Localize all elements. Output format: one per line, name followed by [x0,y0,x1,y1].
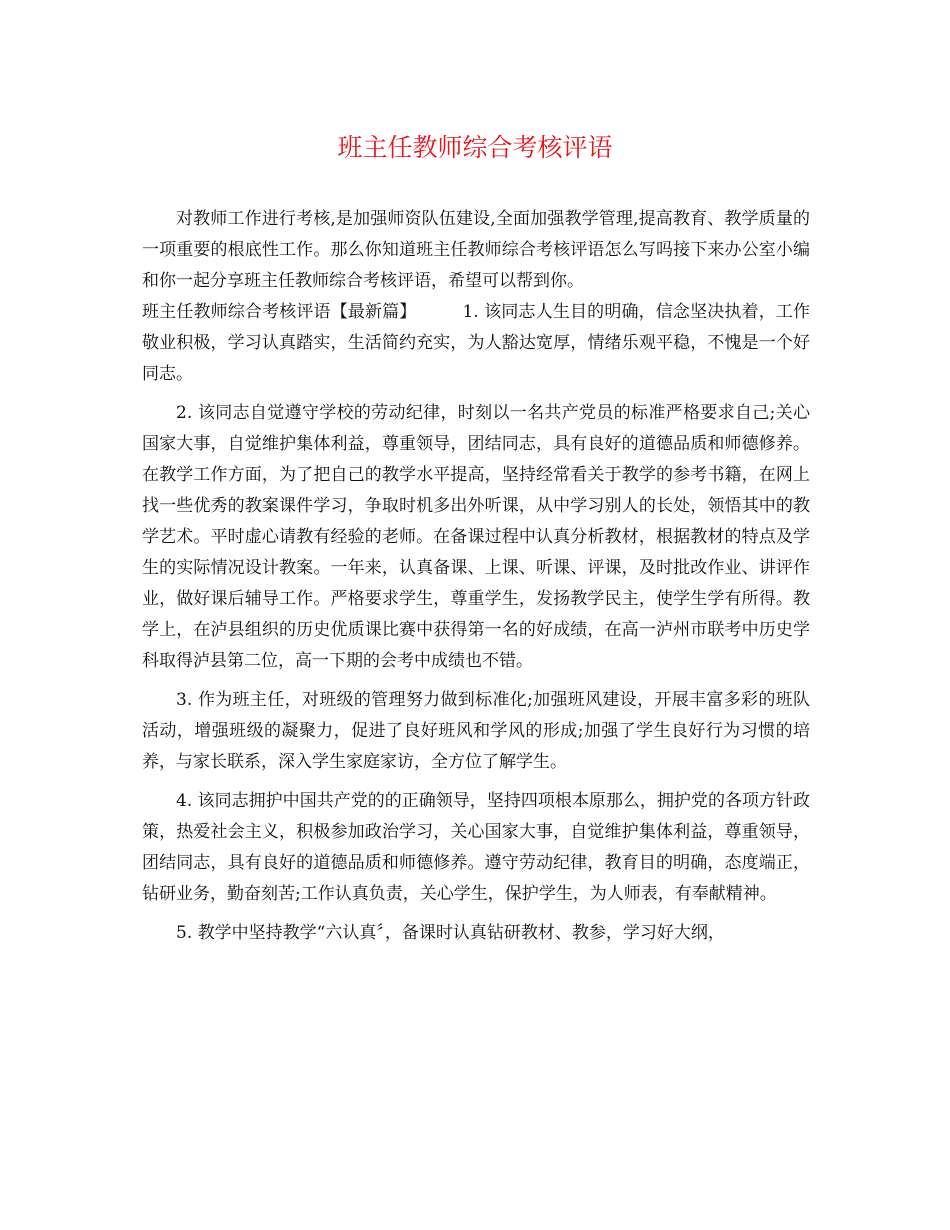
item-4-paragraph: 4. 该同志拥护中国共产党的的正确领导，坚持四项根本原那么，拥护党的各项方针政策，热爱社会主义，积极参加政治学习，关心国家大事，自觉维护集体利益，尊重领导，团结同志，具有良好的道德品质和师德修养。遵守劳动纪律，教育目的明确，态度端正，钻研业务，勤奋刻苦;工作认真负责，关心学生，保护学生，为人师表，有奉献精神。 [142,791,810,904]
intro-paragraph: 对教师工作进行考核,是加强师资队伍建设,全面加强教学管理,提高教育、教学质量的一项重要的根底性工作。那么你知道班主任教师综合考核评语怎么写吗接下来办公室小编和你一起分享班主任教师综合考核评语，希望可以帮到你。 [142,209,810,291]
document-title: 班主任教师综合考核评语 [337,133,613,162]
item-5-paragraph: 5. 教学中坚持教学“六认真〞，备课时认真钻研教材、教参，学习好大纲， [176,923,725,943]
section-paragraph [142,297,810,390]
section-heading: 班主任教师综合考核评语【最新篇】 [142,302,417,322]
item-3-paragraph: 3. 作为班主任，对班级的管理努力做到标准化;加强班风建设，开展丰富多彩的班队活动，增强班级的凝聚力，促进了良好班风和学风的形成;加强了学生良好行为习惯的培养，与家长联系，深入学生家庭家访，全方位了解学生。 [142,690,810,772]
document-body [142,204,810,957]
item-2-paragraph: 2. 该同志自觉遵守学校的劳动纪律，时刻以一名共产党员的标准严格要求自己;关心国家大事，自觉维护集体利益，尊重领导，团结同志，具有良好的道德品质和师德修养。在教学工作方面，为了把自己的教学水平提高，坚持经常看关于教学的参考书籍，在网上找一些优秀的教案课件学习，争取时机多出外听课，从中学习别人的长处，领悟其中的教学艺术。平时虚心请教有经验的老师。在备课过程中认真分析教材，根据教材的特点及学生的实际情况设计教案。一年来，认真备课、上课、听课、评课，及时批改作业、讲评作业，做好课后辅导工作。严格要求学生，尊重学生，发扬教学民主，使学生学有所得。教学上，在泸县组织的历史优质课比赛中获得第一名的好成绩，在高一泸州市联考中历史学科取得泸县第二位，高一下期的会考中成绩也不错。 [142,403,810,671]
item-1-text: 1. 该同志人生目的明确，信念坚决执着，工作敬业积极，学习认真踏实，生活简约充实，为人豁达宽厚，情绪乐观平稳，不愧是一个好同志。 [142,302,811,384]
